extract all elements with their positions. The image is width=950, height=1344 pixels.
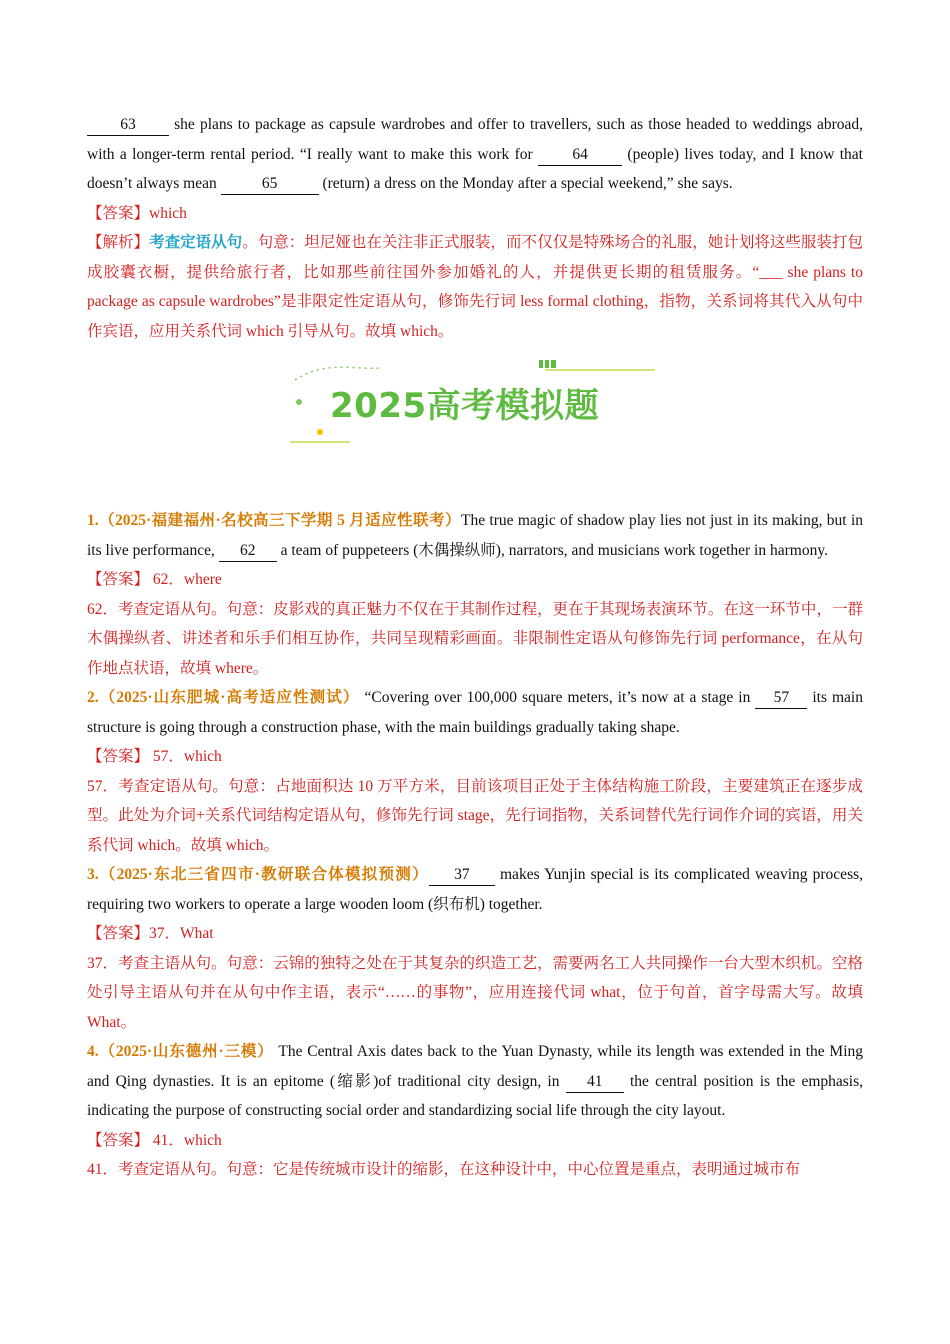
analysis-paragraph: 57．考查定语从句。句意：占地面积达 10 万平方米，目前该项目正处于主体结构施工阶段，主要建筑正在逐步成型。此处为介词+关系代词结构定语从句，修饰先行词 stage，先行词指物，关系词替代先行词作介词的宾语，用关系代词 which。故填 which。 [87, 777, 863, 854]
books-icon [539, 360, 556, 368]
answer-line: 【答案】 62．where [87, 571, 222, 588]
question-source: 3.（2025·东北三省四市·教研联合体模拟预测） [87, 866, 429, 883]
question-2: 2.（2025·山东肥城·高考适应性测试） “Covering over 100,000 square meters, it’s now at a stage in 57 its main structure is going through a construction phase, with the main buildings gradually taking shape. [87, 689, 863, 736]
answer-blank-62: 62 [219, 541, 277, 562]
passage-paragraph: 63 she plans to package as capsule wardrobes and offer to travellers, such as those headed to weddings abroad, with a longer-term rental period. “I really want to make this work for 64 (people) lives today, and I know that doesn’t always mean 65 (return) a dress on the Monday after a special weekend,” she says. [87, 110, 863, 199]
question-3: 3.（2025·东北三省四市·教研联合体模拟预测） 37 makes Yunjin special is its complicated weaving process, requiring two workers to operate a large wooden loom (织布机) together. [87, 866, 864, 913]
answer-blank-57: 57 [755, 688, 807, 709]
question-source: 1.（2025·福建福州·名校高三下学期 5 月适应性联考） [87, 512, 461, 529]
question-source: 2.（2025·山东肥城·高考适应性测试） [87, 689, 360, 706]
answer-line: 【答案】 41．which [87, 1131, 222, 1149]
answer-blank-63: 63 [87, 115, 169, 136]
answer-line: 【答案】37．What [87, 925, 214, 942]
answer-blank-41: 41 [566, 1072, 624, 1093]
analysis-paragraph: 41．考查定语从句。句意：它是传统城市设计的缩影，在这种设计中，中心位置是重点，表明通过城市布 [87, 1161, 801, 1178]
analysis-paragraph: 【解析】考查定语从句。句意：坦尼娅也在关注非正式服装，而不仅仅是特殊场合的礼服，她计划将这些服装打包成胶囊衣橱，提供给旅行者，比如那些前往国外参加婚礼的人，并提供更长期的租赁服务。“___ she plans to package as capsule wardrobes”是非限定性定语从句，修饰先行词 less formal clothing，指物，关系词将其代入从句中作宾语，应用关系代词 which 引导从句。故填 which。 [87, 234, 863, 340]
section-title: 2025高考模拟题 [330, 386, 600, 426]
document-page [87, 110, 863, 1185]
question-1: 1.（2025·福建福州·名校高三下学期 5 月适应性联考）The true magic of shadow play lies not just in its making, but in its live performance, 62 a team of puppeteers (木偶操纵师), narrators, and musicians work together in harmony. [87, 506, 863, 565]
question-4: 4.（2025·山东德州·三模） The Central Axis dates back to the Yuan Dynasty, while its length was extended in the Ming and Qing dynasties. It is an epitome (缩影)of traditional city design, in 41 the central position is the emphasis, indicating the purpose of constructing social order and standardizing social life through the city layout. [87, 1043, 864, 1119]
question-source: 4.（2025·山东德州·三模） [87, 1043, 274, 1060]
answer-blank-65: 65 [221, 174, 319, 195]
answer-blank-64: 64 [538, 145, 622, 166]
section-banner [87, 346, 863, 506]
analysis-paragraph: 37．考查主语从句。句意：云锦的独特之处在于其复杂的织造工艺，需要两名工人共同操作一台大型木织机。空格处引导主语从句并在从句中作主语，表示“……的事物”，应用连接代词 what，位于句首，首字母需大写。故填 What。 [87, 954, 863, 1031]
answer-line: 【答案】which [87, 204, 187, 222]
analysis-topic: 考查定语从句 [149, 234, 243, 251]
answer-line: 【答案】 57．which [87, 748, 222, 765]
analysis-paragraph: 62．考查定语从句。句意：皮影戏的真正魅力不仅在于其制作过程，更在于其现场表演环节。在这一环节中，一群木偶操纵者、讲述者和乐手们相互协作，共同呈现精彩画面。非限制性定语从句修饰先行词 performance，在从句作地点状语，故填 where。 [87, 600, 863, 677]
answer-blank-37: 37 [429, 865, 495, 886]
